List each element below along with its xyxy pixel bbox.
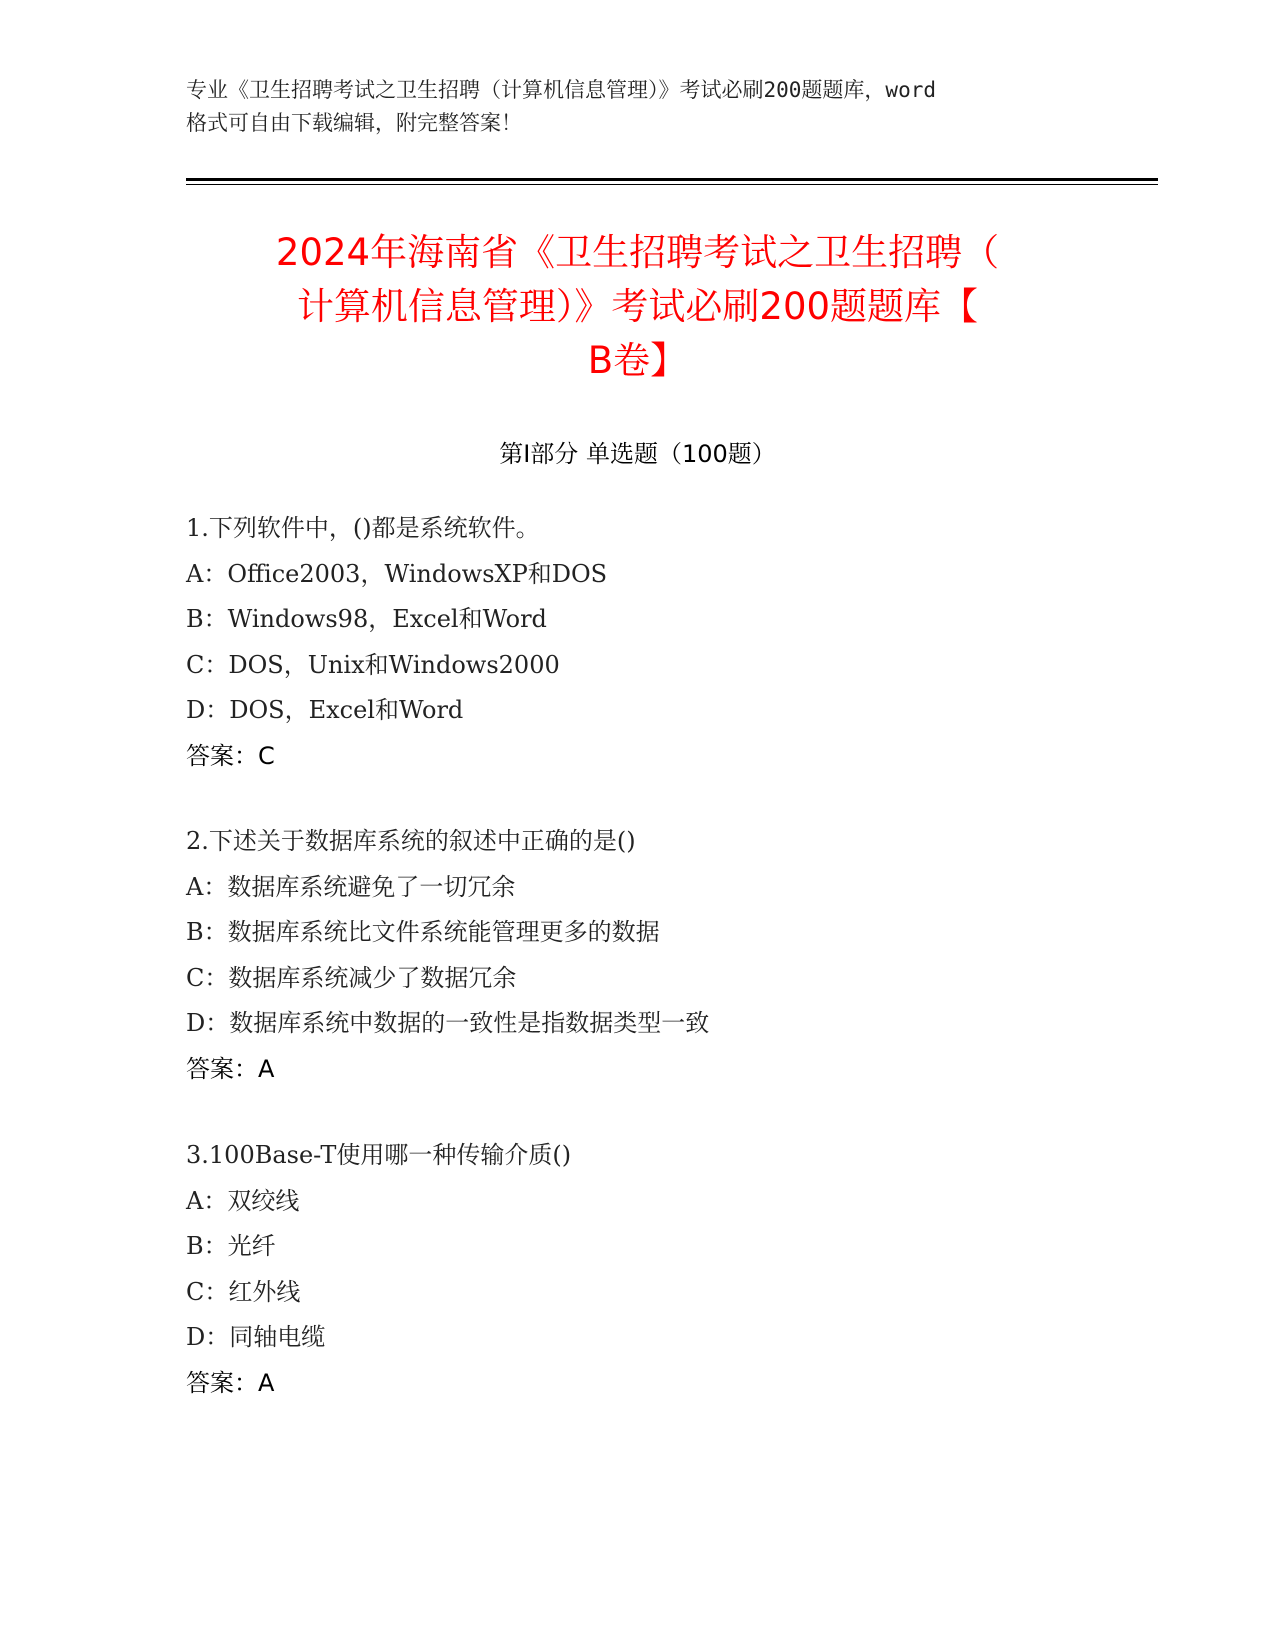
- option-c: C：DOS，Unix和Windows2000: [186, 650, 560, 679]
- answer: 答案：A: [186, 1054, 275, 1083]
- option-a: A：双绞线: [186, 1186, 300, 1215]
- question-stem: 2.下述关于数据库系统的叙述中正确的是(): [186, 827, 636, 855]
- option-b: B：光纤: [186, 1232, 276, 1260]
- header-note-line-1: 专业《卫生招聘考试之卫生招聘（计算机信息管理）》考试必刷200题题库，word: [186, 78, 936, 102]
- header-divider-thin: [186, 184, 1158, 185]
- option-d: D：数据库系统中数据的一致性是指数据类型一致: [186, 1009, 710, 1037]
- header-note-line-2: 格式可自由下载编辑，附完整答案！: [186, 111, 522, 135]
- answer: 答案：A: [186, 1368, 275, 1397]
- option-c: C：数据库系统减少了数据冗余: [186, 963, 517, 992]
- header-divider-thick: [186, 178, 1158, 181]
- option-b: B：数据库系统比文件系统能管理更多的数据: [186, 918, 660, 946]
- question-stem: 1.下列软件中，()都是系统软件。: [186, 514, 540, 542]
- question-1: [186, 506, 1136, 779]
- option-d: D：同轴电缆: [186, 1323, 326, 1351]
- document-title-line-1: 2024年海南省《卫生招聘考试之卫生招聘（: [275, 231, 1000, 274]
- option-b: B：Windows98，Excel和Word: [186, 605, 547, 633]
- header-note: [186, 74, 1086, 140]
- option-d: D：DOS，Excel和Word: [186, 696, 464, 724]
- document-title-line-2: 计算机信息管理）》考试必刷200题题库【: [296, 285, 979, 328]
- section-title: 第Ⅰ部分 单选题（100题）: [499, 440, 776, 468]
- option-c: C：红外线: [186, 1277, 301, 1306]
- question-stem: 3.100Base-T使用哪一种传输介质(): [186, 1141, 572, 1169]
- option-a: A：Office2003，WindowsXP和DOS: [186, 559, 608, 588]
- document-title-line-3: B卷】: [587, 339, 688, 382]
- document-title: [150, 226, 1125, 388]
- answer: 答案：C: [186, 741, 275, 770]
- question-2: [186, 819, 1136, 1092]
- option-a: A：数据库系统避免了一切冗余: [186, 872, 516, 901]
- question-3: [186, 1133, 1136, 1406]
